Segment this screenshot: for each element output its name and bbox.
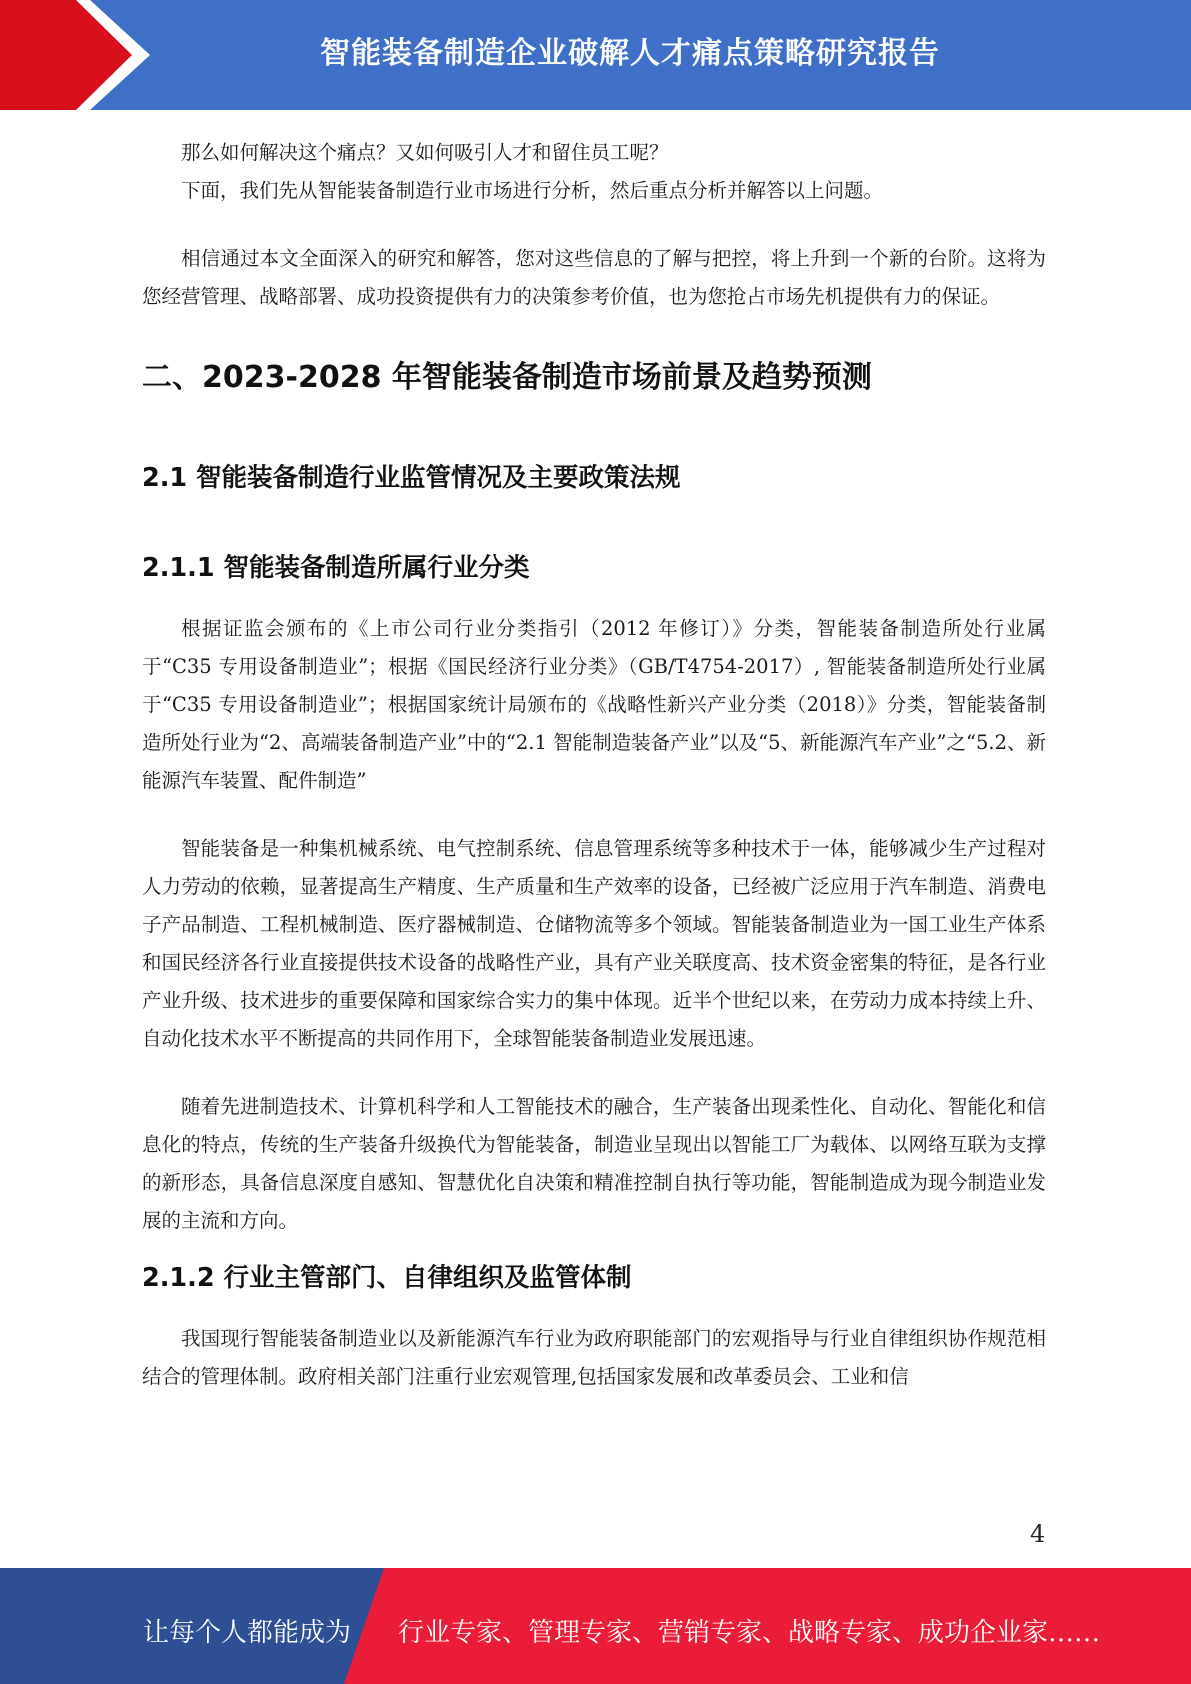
smart-equipment-paragraph: 智能装备是一种集机械系统、电气控制系统、信息管理系统等多种技术于一体，能够减少生产过程对人力劳动的依赖，显著提高生产精度、生产质量和生产效率的设备，已经被广泛应用于汽车制造、消费电子产品制造、工程机械制造、医疗器械制造、仓储物流等多个领域。智能装备制造业为一国工业生产体系和国民经济各行业直接提供技术设备的战略性产业，具有产业关联度高、技术资金密集的特征，是各行业产业升级、技术进步的重要保障和国家综合实力的集中体现。近半个世纪以来，在劳动力成本持续上升、自动化技术水平不断提高的共同作用下，全球智能装备制造业发展迅速。 <box>142 837 1046 1050</box>
classification-paragraph: 根据证监会颁布的《上市公司行业分类指引（2012 年修订）》分类，智能装备制造所处行业属于“C35 专用设备制造业”；根据《国民经济行业分类》（GB/T4754-2017）, 智能装备制造所处行业属于“C35 专用设备制造业”；根据国家统计局颁布的《战略性新兴产业分类（2018）》分类，智能装备制造所处行业为“2、高端装备制造产业”中的“2.1 智能制造装备产业”以及“5、新能源汽车产业”之“5.2、新能源汽车装置、配件制造” <box>142 617 1046 792</box>
intro-paragraph-3: 相信通过本文全面深入的研究和解答，您对这些信息的了解与把控，将上升到一个新的台阶。这将为您经营管理、战略部署、成功投资提供有力的决策参考价值，也为您抢占市场先机提供有力的保证。 <box>142 247 1046 308</box>
subsection-title: 2.1 智能装备制造行业监管情况及主要政策法规 <box>142 463 681 493</box>
header-bar <box>0 0 1191 110</box>
page-number: 4 <box>1030 1520 1046 1548</box>
subsubsection-title-2: 2.1.2 行业主管部门、自律组织及监管体制 <box>142 1263 632 1293</box>
intro-paragraph-2: 下面，我们先从智能装备制造行业市场进行分析，然后重点分析并解答以上问题。 <box>181 179 884 202</box>
header-title: 智能装备制造企业破解人才痛点策略研究报告 <box>320 36 940 71</box>
intro-paragraph-1: 那么如何解决这个痛点？又如何吸引人才和留住员工呢？ <box>181 141 669 164</box>
technology-trend-paragraph: 随着先进制造技术、计算机科学和人工智能技术的融合，生产装备出现柔性化、自动化、智能化和信息化的特点，传统的生产装备升级换代为智能装备，制造业呈现出以智能工厂为载体、以网络互联为支撑的新形态，具备信息深度自感知、智慧优化自决策和精准控制自执行等功能，智能制造成为现今制造业发展的主流和方向。 <box>142 1095 1046 1232</box>
footer-slogan-left: 让每个人都能成为 <box>143 1618 352 1648</box>
document-body <box>142 134 1046 1396</box>
subsubsection-title-1: 2.1.1 智能装备制造所属行业分类 <box>142 553 530 583</box>
section-title: 二、2023-2028 年智能装备制造市场前景及趋势预测 <box>142 360 872 395</box>
footer-bar <box>0 1568 1191 1684</box>
regulation-paragraph: 我国现行智能装备制造业以及新能源汽车行业为政府职能部门的宏观指导与行业自律组织协作规范相结合的管理体制。政府相关部门注重行业宏观管理,包括国家发展和改革委员会、工业和信 <box>142 1327 1046 1388</box>
footer-slogan-right: 行业专家、管理专家、营销专家、战略专家、成功企业家…… <box>398 1618 1101 1648</box>
